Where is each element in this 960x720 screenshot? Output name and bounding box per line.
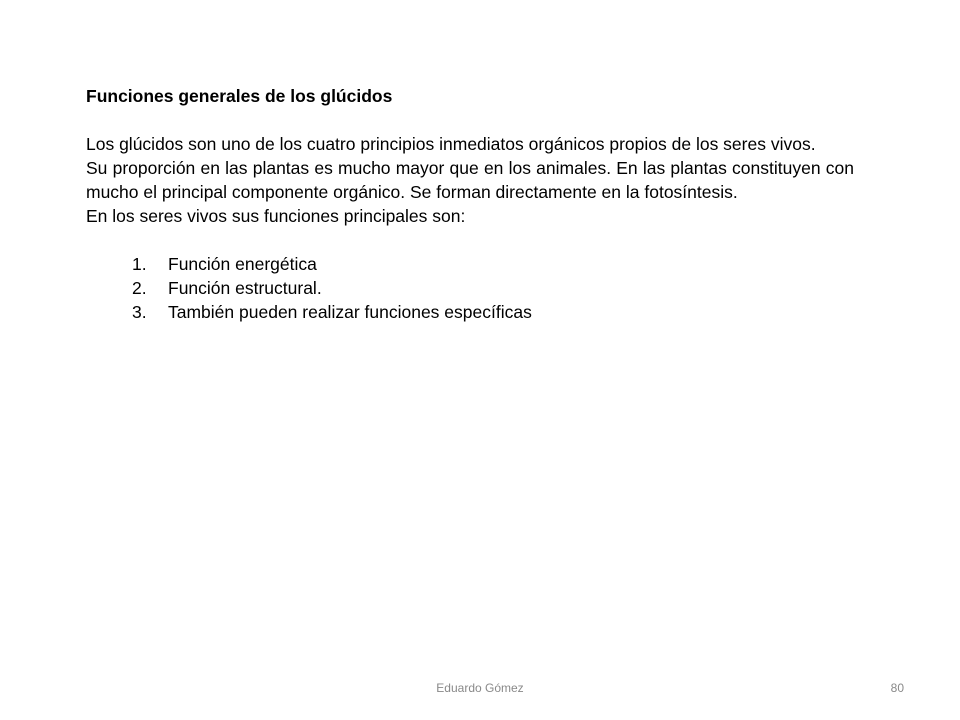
list-item-text: Función energética — [168, 254, 317, 274]
list-item-text: También pueden realizar funciones específicas — [168, 302, 532, 322]
list-item-text: Función estructural. — [168, 278, 322, 298]
footer-author: Eduardo Gómez — [436, 681, 524, 695]
list-item-number: 3. — [132, 302, 147, 322]
slide-content — [86, 84, 854, 324]
list-item — [132, 300, 854, 324]
list-item-number: 2. — [132, 278, 147, 298]
list-item — [132, 252, 854, 276]
list-item-number: 1. — [132, 254, 147, 274]
slide-title: Funciones generales de los glúcidos — [86, 86, 393, 106]
paragraph-proportion: Su proporción en las plantas es mucho mayor que en los animales. En las plantas constituyen con mucho el principal componente orgánico. Se forman directamente en la fotosíntesis. — [86, 158, 854, 202]
list-item — [132, 276, 854, 300]
footer-page-number: 80 — [890, 681, 904, 695]
functions-list — [86, 252, 854, 324]
paragraph-functions-lead: En los seres vivos sus funciones principales son: — [86, 206, 466, 226]
paragraph-intro: Los glúcidos son uno de los cuatro principios inmediatos orgánicos propios de los seres vivos. — [86, 134, 816, 154]
